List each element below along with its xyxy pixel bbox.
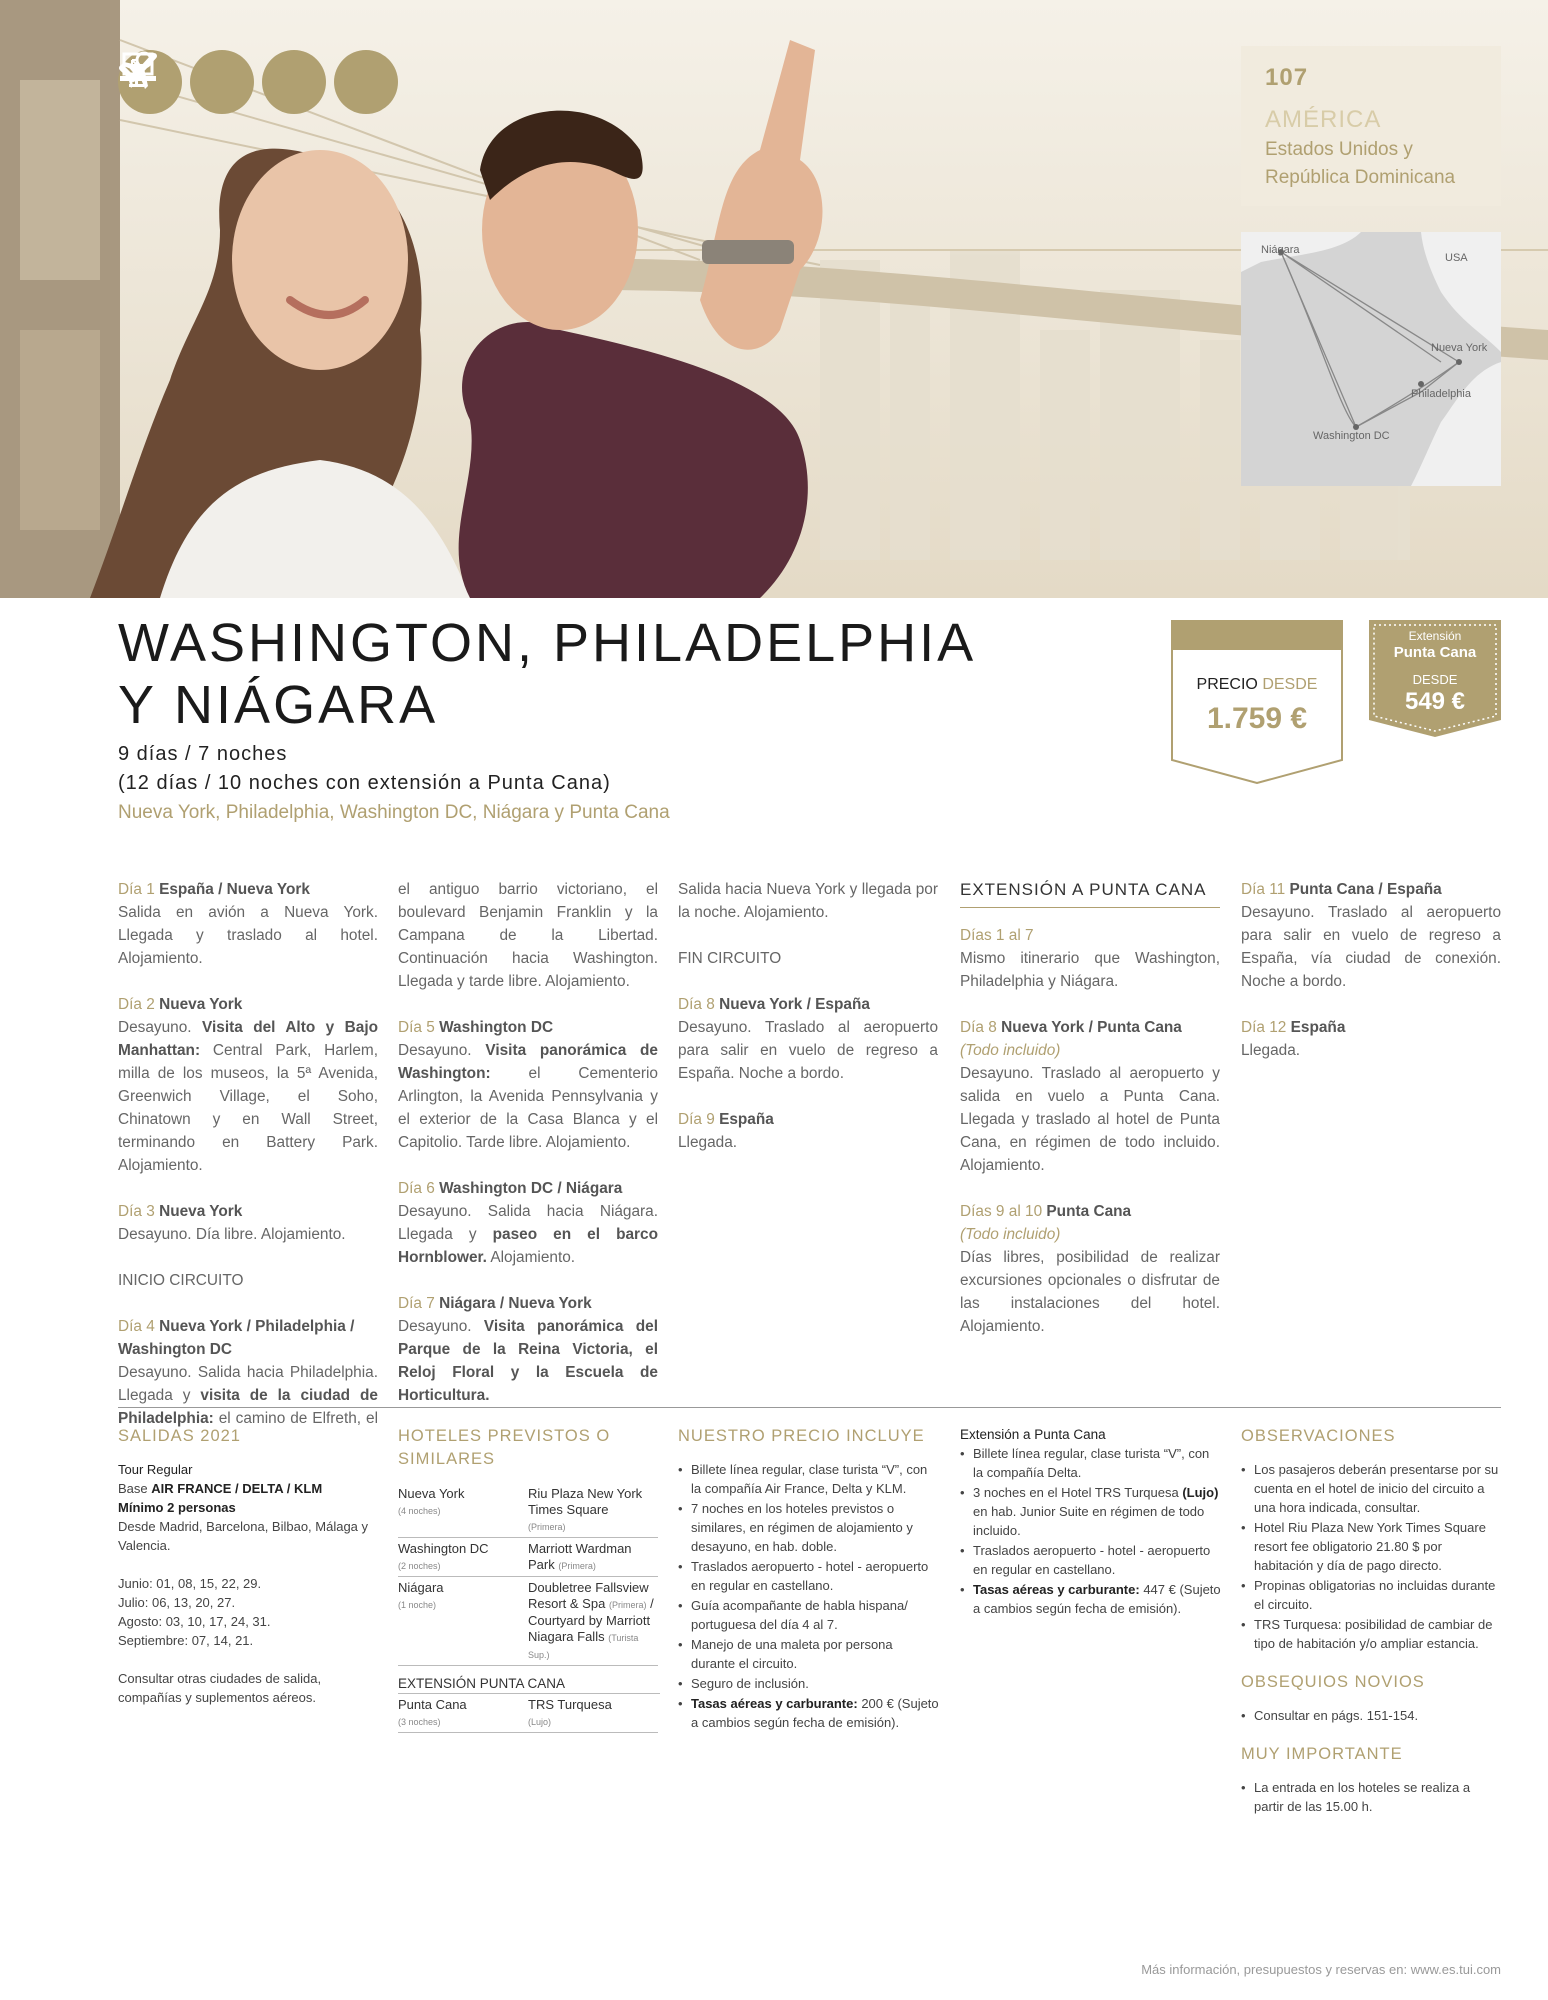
table-row: Nueva York (4 noches) Riu Plaza New York Times Square (Primera) xyxy=(398,1483,658,1538)
ext-label-3: DESDE xyxy=(1412,672,1458,687)
table-row: Punta Cana (3 noches) TRS Turquesa (Lujo) xyxy=(398,1694,658,1733)
extension-column-2 xyxy=(1241,878,1501,1062)
ext-price-value: 549 € xyxy=(1404,688,1466,715)
duration-ext-text: (12 días / 10 noches con extensión a Punta Cana) xyxy=(118,772,611,794)
page-tab xyxy=(1241,46,1501,206)
list-item: • Tasas aéreas y carburante: 447 € (Sujeto a cambios según fecha de emisión). xyxy=(960,1580,1222,1618)
extension-incluye-heading: Extensión a Punta Cana xyxy=(960,1427,1106,1442)
list-item: • 7 noches en los hoteles previstos o similares, en régimen de alojamiento y desayuno, en hab. doble. xyxy=(678,1499,940,1556)
day-text: Llegada. xyxy=(678,1134,738,1151)
day-text: Desayuno. Salida hacia Niágara. Llegada y paseo en el barco Hornblower. Alojamiento. xyxy=(398,1203,658,1266)
day-heading: Días 1 al 7 xyxy=(960,927,1034,944)
list-item: • La entrada en los hoteles se realiza a partir de las 15.00 h. xyxy=(1241,1778,1501,1816)
trip-route: Nueva York, Philadelphia, Washington DC, Niágara y Punta Cana xyxy=(118,802,670,823)
day-heading: Día 2 Nueva York xyxy=(118,996,243,1013)
day-text: Desayuno. Visita panorámica de Washington: el Cementerio Arlington, la Avenida Pennsylvania y el exterior de la Casa Blanca y el Capitolio. Tarde libre. Alojamiento. xyxy=(398,1042,658,1151)
itinerary-column-2 xyxy=(398,878,658,1407)
check-icon xyxy=(190,50,254,114)
country-label-2: República Dominicana xyxy=(1265,167,1456,188)
list-item: • Manejo de una maleta por persona durante el circuito. xyxy=(678,1635,940,1673)
page-number: 107 xyxy=(1265,64,1309,91)
salidas-section: SALIDAS 2021 Tour Regular Base AIR FRANCE / DELTA / KLM Mínimo 2 personas Desde Madrid, Barcelona, Bilbao, Málaga y Valencia. Junio: 01, 08, 15, 22, 29. Julio: 06, 13, 20, 27. Agosto: 03, 10, 17, 24, 31. Septiembre: 07, 14, 21. Consultar otras ciudades de salida, compañías y suplementos aéreos. xyxy=(118,1425,380,1707)
trip-title-line-2: Y NIÁGARA xyxy=(118,675,439,735)
list-item: • Billete línea regular, clase turista “V”, con la compañía Air France, Delta y KLM. xyxy=(678,1460,940,1498)
day-heading: Día 11 Punta Cana / España xyxy=(1241,881,1442,898)
day-text-continued: el antiguo barrio victoriano, el boulevard Benjamin Franklin y la Campana de la Libertad. Continuación hacia Washington. Llegada y tarde libre. Alojamiento. xyxy=(398,881,658,990)
trip-title-line-1: WASHINGTON, PHILADELPHIA xyxy=(118,613,977,673)
day-text-continued: Salida hacia Nueva York y llegada por la noche. Alojamiento. xyxy=(678,881,938,921)
map-label-philadelphia: Philadelphia xyxy=(1411,388,1471,400)
footer-text: Más información, presupuestos y reservas en: www.es.tui.com xyxy=(1141,1962,1501,1977)
list-item: • Consultar en págs. 151-154. xyxy=(1241,1706,1501,1725)
hotel-table-extension xyxy=(398,1694,658,1733)
list-item: • 3 noches en el Hotel TRS Turquesa (Lujo) en hab. Junior Suite en régimen de todo incluido. xyxy=(960,1483,1222,1540)
day-heading: Día 4 Nueva York / Philadelphia / Washington DC xyxy=(118,1318,355,1358)
day-text: Desayuno. Traslado al aeropuerto para salir en vuelo de regreso a España, vía ciudad de conexión. Noche a bordo. xyxy=(1241,904,1501,990)
day-heading: Día 3 Nueva York xyxy=(118,1203,243,1220)
map-label-usa: USA xyxy=(1445,252,1468,264)
route-map-graphic xyxy=(1241,232,1501,486)
list-item: • Tasas aéreas y carburante: 200 € (Sujeto a cambios según fecha de emisión). xyxy=(678,1694,940,1732)
day-heading: Día 9 España xyxy=(678,1111,774,1128)
observaciones-list xyxy=(1241,1460,1501,1653)
day-heading: Día 12 España xyxy=(1241,1019,1346,1036)
price-badge xyxy=(1171,620,1343,784)
circuit-start: INICIO CIRCUITO xyxy=(118,1272,244,1289)
all-inclusive-note: (Todo incluido) xyxy=(960,1226,1061,1243)
continent-label: AMÉRICA xyxy=(1265,106,1382,133)
day-heading: Días 9 al 10 Punta Cana xyxy=(960,1203,1132,1220)
section-divider xyxy=(118,1407,1501,1408)
extension-incluye-list xyxy=(960,1444,1222,1618)
observaciones-section xyxy=(1241,1425,1501,1817)
list-item: • Traslados aeropuerto - hotel - aeropuerto en regular en castellano. xyxy=(960,1541,1222,1579)
map-label-nueva-york: Nueva York xyxy=(1431,342,1488,354)
list-item: • Seguro de inclusión. xyxy=(678,1674,940,1693)
observaciones-heading: OBSERVACIONES xyxy=(1241,1427,1396,1445)
list-item: • Guía acompañante de habla hispana/ portuguesa del día 4 al 7. xyxy=(678,1596,940,1634)
table-row: Niágara (1 noche) Doubletree Fallsview Resort & Spa (Primera) / Courtyard by Marriott Niagara Falls (Turista Sup.) xyxy=(398,1577,658,1666)
all-inclusive-note: (Todo incluido) xyxy=(960,1042,1061,1059)
extension-heading: EXTENSIÓN A PUNTA CANA xyxy=(960,878,1220,908)
day-heading: Día 1 España / Nueva York xyxy=(118,881,310,898)
day-text: Desayuno. Visita panorámica del Parque de la Reina Victoria, el Reloj Floral y la Escuela de Horticultura. xyxy=(398,1318,659,1404)
itinerary-column-1 xyxy=(118,878,378,1430)
country-label-1: Estados Unidos y xyxy=(1265,139,1413,160)
price-label: PRECIO DESDE xyxy=(1196,676,1318,693)
day-text: Desayuno. Traslado al aeropuerto y salida en vuelo a Punta Cana. Llegada y traslado al hotel de Punta Cana, en régimen de todo incluido. Alojamiento. xyxy=(960,1065,1220,1174)
extension-incluye-section xyxy=(960,1425,1222,1619)
day-text: Desayuno. Traslado al aeropuerto para salir en vuelo de regreso a España. Noche a bordo. xyxy=(678,1019,938,1082)
day-heading: Día 5 Washington DC xyxy=(398,1019,554,1036)
day-text: Llegada. xyxy=(1241,1042,1301,1059)
list-item: • Hotel Riu Plaza New York Times Square resort fee obligatorio 21.80 $ por habitación y día de pago directo. xyxy=(1241,1518,1501,1575)
circuit-end: FIN CIRCUITO xyxy=(678,950,782,967)
incluye-list xyxy=(678,1460,940,1732)
hoteles-section xyxy=(398,1425,660,1733)
incluye-section xyxy=(678,1425,940,1733)
hotel-extension-heading: EXTENSIÓN PUNTA CANA xyxy=(398,1674,660,1694)
feature-icons xyxy=(118,50,398,114)
airplane-icon xyxy=(262,50,326,114)
duration-text: 9 días / 7 noches xyxy=(118,743,288,765)
extension-column xyxy=(960,878,1220,1338)
day-heading: Día 7 Niágara / Nueva York xyxy=(398,1295,592,1312)
day-heading: Día 8 Nueva York / Punta Cana xyxy=(960,1019,1182,1036)
ext-label-2: Punta Cana xyxy=(1393,644,1477,661)
map-label-niagara: Niágara xyxy=(1261,244,1300,256)
list-item: • Billete línea regular, clase turista “V”, con la compañía Delta. xyxy=(960,1444,1222,1482)
list-item: • Propinas obligatorias no incluidas durante el circuito. xyxy=(1241,1576,1501,1614)
list-item: • TRS Turquesa: posibilidad de cambiar de tipo de habitación y/o ampliar estancia. xyxy=(1241,1615,1501,1653)
day-text: Mismo itinerario que Washington, Philadelphia y Niágara. xyxy=(960,950,1220,990)
day-heading: Día 8 Nueva York / España xyxy=(678,996,870,1013)
day-text: Días libres, posibilidad de realizar excursiones opcionales o disfrutar de las instalaciones del hotel. Alojamiento. xyxy=(960,1249,1220,1335)
importante-heading: MUY IMPORTANTE xyxy=(1241,1745,1403,1763)
ext-label-1: Extensión xyxy=(1408,629,1462,643)
day-heading: Día 6 Washington DC / Niágara xyxy=(398,1180,623,1197)
itinerary-column-3 xyxy=(678,878,938,1154)
list-item: • Traslados aeropuerto - hotel - aeropuerto en regular en castellano. xyxy=(678,1557,940,1595)
trip-title xyxy=(118,612,976,736)
day-text: Desayuno. Salida hacia Philadelphia. Llegada y visita de la ciudad de Philadelphia: el camino de Elfreth, el xyxy=(118,1364,378,1427)
map-label-washington: Washington DC xyxy=(1313,430,1390,442)
hoteles-heading: HOTELES PREVISTOS O SIMILARES xyxy=(398,1427,611,1468)
table-row: Washington DC (2 noches) Marriott Wardman Park (Primera) xyxy=(398,1538,658,1577)
day-text: Desayuno. Día libre. Alojamiento. xyxy=(118,1226,346,1243)
salidas-heading: SALIDAS 2021 xyxy=(118,1427,241,1445)
extension-price-badge xyxy=(1369,620,1501,738)
trip-duration xyxy=(118,740,611,798)
list-item: • Los pasajeros deberán presentarse por su cuenta en el hotel de inicio del circuito a una hora indicada, consultar. xyxy=(1241,1460,1501,1517)
hero-photo xyxy=(0,0,1548,598)
incluye-heading: NUESTRO PRECIO INCLUYE xyxy=(678,1427,925,1445)
obsequios-heading: OBSEQUIOS NOVIOS xyxy=(1241,1673,1425,1691)
cocktail-icon xyxy=(334,50,398,114)
price-value: 1.759 € xyxy=(1206,702,1308,735)
route-map xyxy=(1241,232,1501,486)
day-text: Salida en avión a Nueva York. Llegada y traslado al hotel. Alojamiento. xyxy=(118,904,378,967)
day-text: Desayuno. Visita del Alto y Bajo Manhattan: Central Park, Harlem, milla de los museos, la 5ª Avenida, Greenwich Village, el Soho, Chinatown y en Wall Street, terminando en Battery Park. Alojamiento. xyxy=(118,1019,378,1174)
hotel-table xyxy=(398,1483,658,1666)
